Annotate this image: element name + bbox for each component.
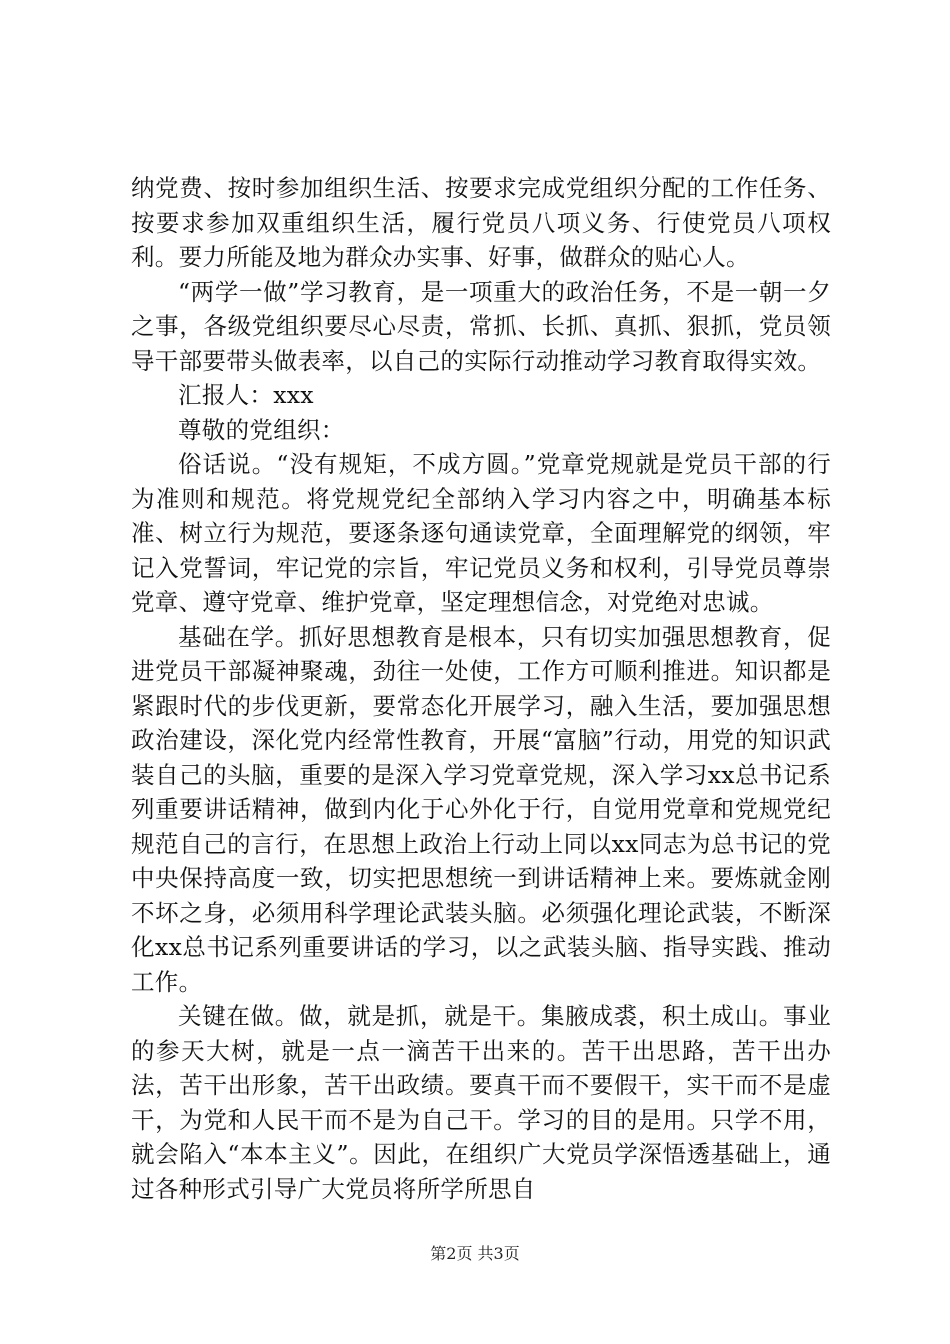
page-footer: 第2页 共3页 [430,1244,520,1263]
paragraph-rules: 俗话说。“没有规矩，不成方圆。”党章党规就是党员干部的行为准则和规范。将党规党纪全部纳入学习内容之中，明确基本标准、树立行为规范，要逐条逐句通读党章，全面理解党的纲领，牢记入党誓词，牢记党的宗旨，牢记党员义务和权利，引导党员尊崇党章、遵守党章、维护党章，坚定理想信念，对党绝对忠诚。 [131,450,831,616]
paragraph-study-foundation: 基础在学。抓好思想教育是根本，只有切实加强思想教育，促进党员干部凝神聚魂，劲往一处使，工作方可顺利推进。知识都是紧跟时代的步伐更新，要常态化开展学习，融入生活，要加强思想政治建设，深化党内经常性教育，开展“富脑”行动，用党的知识武装自己的头脑，重要的是深入学习党章党规，深入学习xx总书记系列重要讲话精神，做到内化于心外化于行，自觉用党章和党规党纪规范自己的言行，在思想上政治上行动上同以xx同志为总书记的党中央保持高度一致，切实把思想统一到讲话精神上来。要炼就金刚不坏之身，必须用科学理论武装头脑。必须强化理论武装，不断深化xx总书记系列重要讲话的学习，以之武装头脑、指导实践、推动工作。 [131,622,831,996]
reporter-line: 汇报人：xxx [178,381,314,409]
paragraph-continuation: 纳党费、按时参加组织生活、按要求完成党组织分配的工作任务、按要求参加双重组织生活，履行党员八项义务、行使党员八项权利。要力所能及地为群众办实事、好事，做群众的贴心人。 [131,174,831,271]
salutation: 尊敬的党组织： [178,415,345,444]
paragraph-key-action: 关键在做。做，就是抓，就是干。集腋成裘，积土成山。事业的参天大树，就是一点一滴苦干出来的。苦干出思路，苦干出办法，苦干出形象，苦干出政绩。要真干而不要假干，实干而不是虚干，为党和人民干而不是为自己干。学习的目的是用。只学不用，就会陷入“本本主义”。因此，在组织广大党员学深悟透基础上，通过各种形式引导广大党员将所学所思自 [131,1002,831,1203]
document-body [131,171,831,1206]
paragraph-two-study: “两学一做”学习教育，是一项重大的政治任务，不是一朝一夕之事，各级党组织要尽心尽责，常抓、长抓、真抓、狠抓，党员领导干部要带头做表率，以自己的实际行动推动学习教育取得实效。 [131,277,831,375]
